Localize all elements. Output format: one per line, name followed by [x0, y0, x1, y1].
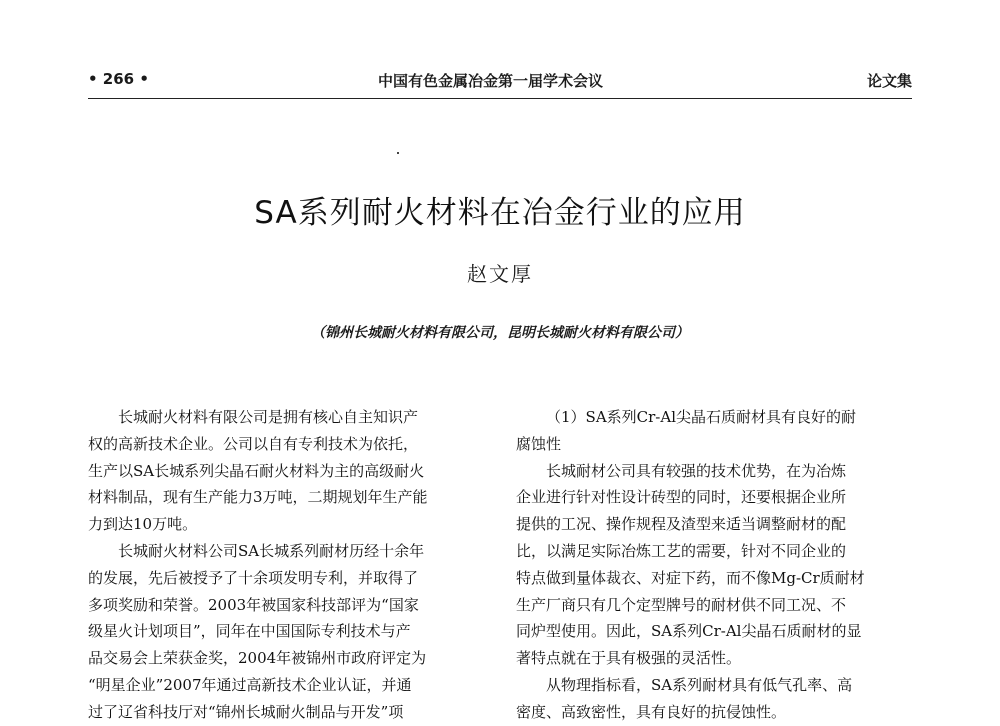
body-line: 过了辽省科技厅对“锦州长城耐火制品与开发”项	[88, 702, 404, 721]
body-line: 生产厂商只有几个定型牌号的耐材供不同工况、不	[516, 595, 847, 614]
right-column	[516, 404, 912, 726]
body-line: 特点做到量体裁衣、对症下药，而不像Mg-Cr质耐材	[516, 568, 865, 587]
scan-speck	[397, 152, 399, 154]
author-name: 赵文厚	[467, 262, 533, 286]
body-line: 品交易会上荣获金奖，2004年被锦州市政府评定为	[88, 649, 427, 668]
left-column	[88, 404, 472, 726]
body-line: 比，以满足实际冶炼工艺的需要，针对不同企业的	[516, 541, 847, 560]
body-line: 长城耐火材料有限公司是拥有核心自主知识产	[118, 408, 419, 426]
body-line: 力到达10万吨。	[88, 515, 198, 534]
header-rule	[88, 98, 912, 99]
body-line: 长城耐火材料公司SA长城系列耐材历经十余年	[118, 541, 425, 560]
body-line: 生产以SA长城系列尖晶石耐火材料为主的高级耐火	[88, 461, 425, 480]
collection-label: 论文集	[866, 72, 912, 90]
body-line: 权的高新技术企业。公司以自有专利技术为依托，	[88, 434, 419, 453]
body-line: 的发展，先后被授予了十余项发明专利，并取得了	[88, 568, 419, 587]
body-line: 材料制品，现有生产能力3万吨，二期规划年生产能	[88, 488, 428, 507]
body-line: 企业进行针对性设计砖型的同时，还要根据企业所	[516, 488, 847, 507]
body-line: 级星火计划项目”，同年在中国国际专利技术与产	[88, 622, 411, 641]
body-line: 腐蚀性	[516, 434, 562, 453]
body-line: （1）SA系列Cr-Al尖晶石质耐材具有良好的耐	[546, 408, 856, 426]
body-line: 长城耐材公司具有较强的技术优势，在为冶炼	[546, 461, 847, 480]
page-number: • 266 •	[88, 70, 149, 88]
conference-name: 中国有色金属冶金第一届学术会议	[378, 72, 604, 90]
body-line: “明星企业”2007年通过高新技术企业认证，并通	[88, 675, 412, 694]
body-line: 著特点就在于具有极强的灵活性。	[516, 649, 742, 668]
author-affiliation: （锦州长城耐火材料有限公司，昆明长城耐火材料有限公司）	[311, 325, 689, 341]
body-line: 同炉型使用。因此，SA系列Cr-Al尖晶石质耐材的显	[516, 622, 862, 641]
body-line: 从物理指标看，SA系列耐材具有低气孔率、高	[546, 675, 853, 694]
body-line: 多项奖励和荣誉。2003年被国家科技部评为“国家	[88, 595, 419, 614]
article-title: SA系列耐火材料在冶金行业的应用	[254, 195, 746, 231]
running-header	[88, 70, 912, 94]
body-line: 密度、高致密性，具有良好的抗侵蚀性。	[516, 702, 787, 721]
body-line: 提供的工况、操作规程及渣型来适当调整耐材的配	[516, 515, 847, 534]
